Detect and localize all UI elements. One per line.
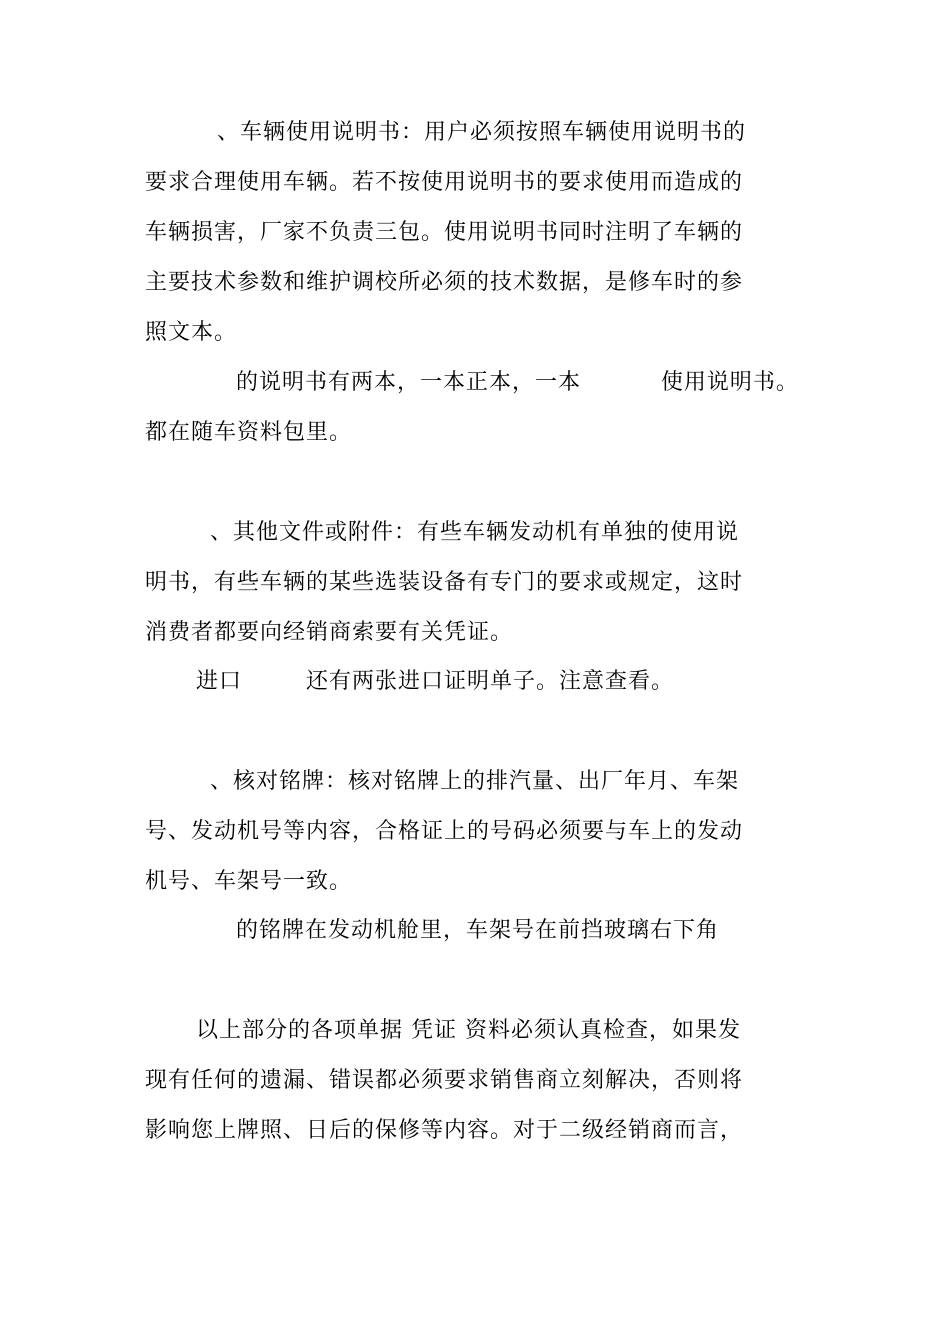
manual-line-5: 照文本。 — [145, 320, 238, 345]
nameplate-line-3: 机号、车架号一致。 — [145, 869, 353, 894]
manual-line-4: 主要技术参数和维护调校所必须的技术数据，是修车时的参 — [145, 270, 744, 295]
other-docs-line-1: 、其他文件或附件：有些车辆发动机有单独的使用说 — [210, 520, 740, 545]
summary-line-1: 以上部分的各项单据 凭证 资料必须认真检查，如果发 — [196, 1018, 741, 1043]
nameplate-note-line-1: 的铭牌在发动机舱里，车架号在前挡玻璃右下角 — [236, 918, 720, 943]
manual-note-line-1: 的说明书有两本，一本正本，一本 使用说明书。 — [236, 370, 799, 395]
manual-note-line-2: 都在随车资料包里。 — [145, 420, 353, 445]
other-docs-line-2: 明书，有些车辆的某些选装设备有专门的要求或规定，这时 — [145, 570, 744, 595]
nameplate-line-2: 号、发动机号等内容，合格证上的号码必须要与车上的发动 — [145, 819, 744, 844]
summary-line-2: 现有任何的遗漏、错误都必须要求销售商立刻解决，否则将 — [145, 1068, 744, 1093]
manual-line-2: 要求合理使用车辆。若不按使用说明书的要求使用而造成的 — [145, 170, 744, 195]
import-note-line-1: 进口 还有两张进口证明单子。注意查看。 — [196, 669, 674, 694]
nameplate-line-1: 、核对铭牌：核对铭牌上的排汽量、出厂年月、车架 — [210, 769, 740, 794]
manual-line-3: 车辆损害，厂家不负责三包。使用说明书同时注明了车辆的 — [145, 220, 744, 245]
summary-line-3: 影响您上牌照、日后的保修等内容。对于二级经销商而言， — [145, 1118, 744, 1143]
manual-line-1: 、车辆使用说明书：用户必须按照车辆使用说明书的 — [217, 120, 747, 145]
other-docs-line-3: 消费者都要向经销商索要有关凭证。 — [145, 620, 514, 645]
